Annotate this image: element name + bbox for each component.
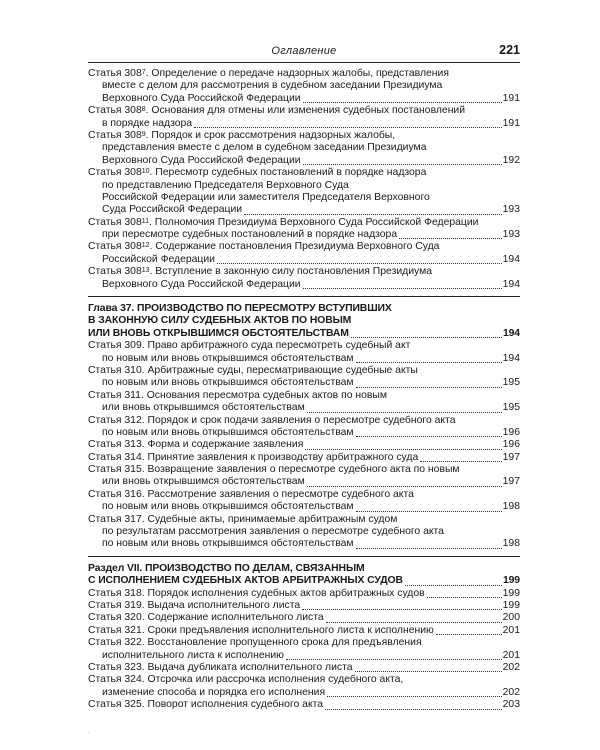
toc-line-text: Российской Федерации — [102, 253, 215, 265]
dot-leader — [305, 448, 501, 450]
toc-entry[interactable] — [88, 489, 520, 514]
toc-line — [88, 427, 520, 439]
toc-line — [88, 229, 520, 241]
toc-line — [88, 130, 520, 142]
toc-line-text: исполнительного листа к исполнению — [102, 649, 284, 661]
toc-line — [88, 612, 520, 624]
toc-line-text: изменение способа и порядка его исполнения — [102, 686, 326, 698]
toc-line — [88, 415, 520, 427]
toc-line-text: Статья 320. Содержание исполнительного листа — [88, 612, 324, 624]
superscript-number: 7 — [141, 68, 146, 76]
superscript-number: 9 — [141, 130, 146, 138]
toc-line — [88, 93, 520, 105]
toc-page-number: 200 — [502, 612, 520, 624]
toc-entry[interactable] — [88, 514, 520, 551]
toc-entry[interactable] — [88, 390, 520, 415]
dot-leader — [303, 287, 502, 289]
toc-entry[interactable] — [88, 365, 520, 390]
toc-entry[interactable] — [88, 439, 520, 451]
toc-entry[interactable] — [88, 415, 520, 440]
dot-leader — [307, 485, 502, 487]
dot-leader — [286, 658, 502, 660]
dot-leader — [427, 596, 502, 598]
toc-line — [88, 662, 520, 674]
toc-line-text: по новым или вновь открывшимся обстоятельствам — [102, 377, 354, 389]
toc-entry[interactable] — [88, 464, 520, 489]
toc-page-number: 193 — [502, 229, 520, 241]
toc-line — [88, 118, 520, 130]
toc-line — [88, 464, 520, 476]
toc-entry[interactable] — [88, 266, 520, 291]
toc-page-number: 199 — [502, 587, 520, 599]
toc-line-text: по новым или вновь открывшимся обстоятельствам — [102, 352, 354, 364]
toc-line — [88, 402, 520, 414]
toc-line — [88, 167, 520, 179]
toc-line — [88, 650, 520, 662]
toc-line-text: Статья 319. Выдача исполнительного листа — [88, 600, 301, 611]
dot-leader — [303, 163, 502, 165]
toc-page-number: 193 — [502, 204, 520, 216]
toc-line — [88, 452, 520, 464]
toc-line-text: Статья 322. Восстановление пропущенного срока для предъявления — [88, 637, 422, 649]
toc-page-number: 194 — [502, 278, 520, 290]
toc-line-text: Верховного Суда Российской Федерации — [102, 92, 301, 104]
superscript-number: 8 — [141, 106, 146, 114]
dot-leader — [302, 608, 502, 610]
toc-line-text: Статья 317. Судебные акты, принимаемые арбитражным судом — [88, 513, 398, 525]
dot-leader — [194, 126, 502, 128]
toc-line — [88, 439, 520, 451]
dot-leader — [351, 336, 502, 338]
toc-line-text: С ИСПОЛНЕНИЕМ СУДЕБНЫХ АКТОВ АРБИТРАЖНЫХ СУДОВ — [88, 575, 403, 587]
toc-entry[interactable] — [88, 637, 520, 662]
toc-line-text: Статья 312. Порядок и срок подачи заявления о пересмотре судебного акта — [88, 414, 456, 426]
section-divider — [88, 296, 520, 297]
dot-leader — [420, 460, 501, 462]
toc-line — [88, 588, 520, 600]
toc-line-text: или вновь открывшимся обстоятельствам — [102, 402, 305, 414]
toc-page-number: 195 — [502, 377, 520, 389]
toc-page-number: 198 — [502, 501, 520, 513]
toc-line-text: Статья $308^8$. Основания для отмены или изменения судебных постановлений — [88, 105, 466, 117]
toc-entry[interactable] — [88, 241, 520, 266]
toc-line-text: Статья 325. Поворот исполнения судебного акта — [88, 699, 324, 711]
toc-entry[interactable] — [88, 340, 520, 365]
toc-heading[interactable] — [88, 303, 520, 340]
page-number: 221 — [499, 43, 520, 57]
toc-line — [88, 254, 520, 266]
toc-line-text: Статья 313. Форма и содержание заявления — [88, 439, 304, 451]
toc-line — [88, 674, 520, 686]
toc-line — [88, 514, 520, 526]
toc-line — [88, 353, 520, 365]
toc-line — [88, 538, 520, 550]
toc-line-text: Статья 311. Основания пересмотра судебных актов по новым — [88, 389, 388, 401]
toc-heading[interactable] — [88, 563, 520, 588]
toc-line-text: Статья $308^7$. Определение о передаче надзорных жалобы, представления — [88, 67, 449, 79]
dot-leader — [325, 708, 502, 710]
toc-line-text: Статья $308^{13}$. Вступление в законную силу постановления Президиума — [88, 266, 433, 278]
superscript-number: 12 — [141, 242, 150, 250]
toc-line-text: Статья 309. Право арбитражного суда пересмотреть судебный акт — [88, 340, 411, 352]
toc-line-text: Верховного Суда Российской Федерации — [102, 154, 301, 166]
toc-line-text: представления вместе с делом в судебном заседании Президиума — [102, 142, 427, 154]
toc-line — [88, 266, 520, 278]
toc-entry[interactable] — [88, 452, 520, 464]
superscript-number: 10 — [141, 168, 150, 176]
toc-line-text: в порядке надзора — [102, 117, 193, 129]
toc-entry[interactable] — [88, 600, 520, 612]
toc-line — [88, 315, 520, 327]
toc-line — [88, 105, 520, 117]
toc-page-number: 197 — [502, 476, 520, 488]
running-header — [88, 44, 520, 63]
toc-entry[interactable] — [88, 625, 520, 637]
toc-entry[interactable] — [88, 612, 520, 624]
toc-line — [88, 68, 520, 80]
toc-page-number: 202 — [502, 686, 520, 698]
toc-line — [88, 526, 520, 538]
toc-line-text: по представлению Председателя Верховного Суда — [102, 179, 349, 191]
dot-leader — [356, 361, 502, 363]
toc-line-text: Глава 37. ПРОИЗВОДСТВО ПО ПЕРЕСМОТРУ ВСТУПИВШИХ — [88, 303, 392, 315]
toc-page-number: 192 — [502, 154, 520, 166]
dot-leader — [436, 633, 502, 635]
dot-leader — [356, 547, 502, 549]
toc-entry[interactable] — [88, 674, 520, 699]
toc-page-number: 199 — [502, 575, 520, 587]
toc-page-number: 197 — [502, 451, 520, 463]
toc-line — [88, 637, 520, 649]
toc-line — [88, 365, 520, 377]
toc-page-number: 194 — [502, 352, 520, 364]
toc-line — [88, 625, 520, 637]
toc-line-text: по результатам рассмотрения заявления о пересмотре судебного акта — [102, 526, 444, 538]
toc-line — [88, 328, 520, 340]
dot-leader — [356, 386, 502, 388]
toc-page-number: 203 — [502, 699, 520, 711]
dot-leader — [217, 262, 502, 264]
toc-line — [88, 377, 520, 389]
toc-page-number: 191 — [502, 92, 520, 104]
toc-entry[interactable] — [88, 130, 520, 167]
table-of-contents — [88, 68, 520, 712]
toc-line — [88, 204, 520, 216]
toc-line — [88, 241, 520, 253]
toc-line — [88, 477, 520, 489]
toc-line — [88, 192, 520, 204]
toc-page-number: 196 — [502, 426, 520, 438]
toc-line — [88, 303, 520, 315]
toc-line — [88, 699, 520, 711]
toc-entry[interactable] — [88, 68, 520, 105]
dot-leader — [356, 510, 502, 512]
toc-line — [88, 279, 520, 291]
dot-leader — [303, 101, 502, 103]
toc-line — [88, 501, 520, 513]
toc-line-text: Статья $308^9$. Порядок и срок рассмотрения надзорных жалобы, — [88, 129, 396, 141]
toc-line-text: по новым или вновь открывшимся обстоятельствам — [102, 538, 354, 550]
toc-line — [88, 80, 520, 92]
toc-line — [88, 575, 520, 587]
dot-leader — [327, 695, 502, 697]
toc-page-number: 201 — [502, 624, 520, 636]
toc-entry[interactable] — [88, 662, 520, 674]
toc-entry[interactable] — [88, 699, 520, 711]
toc-line-text: ИЛИ ВНОВЬ ОТКРЫВШИМСЯ ОБСТОЯТЕЛЬСТВАМ — [88, 327, 349, 339]
toc-line-text: Статья $308^{11}$. Полномочия Президиума Верховного Суда Российской Федерации — [88, 216, 479, 228]
toc-page-number: 201 — [502, 649, 520, 661]
toc-page-number: 198 — [502, 538, 520, 550]
toc-line-text: Статья 315. Возвращение заявления о пересмотре судебного акта по новым — [88, 464, 460, 476]
dot-leader — [307, 411, 502, 413]
toc-line-text: В ЗАКОННУЮ СИЛУ СУДЕБНЫХ АКТОВ ПО НОВЫМ — [88, 315, 352, 327]
toc-entry[interactable] — [88, 588, 520, 600]
toc-line-text: Российской Федерации или заместителя Председателя Верховного — [102, 191, 430, 203]
toc-page-number: 196 — [502, 439, 520, 451]
toc-line — [88, 217, 520, 229]
toc-line-text: Статья 323. Выдача дубликата исполнительного листа — [88, 661, 353, 673]
toc-line-text: Статья 318. Порядок исполнения судебных актов арбитражных судов — [88, 587, 425, 599]
toc-line-text: по новым или вновь открывшимся обстоятельствам — [102, 501, 354, 513]
toc-line — [88, 489, 520, 501]
toc-line-text: Статья 316. Рассмотрение заявления о пересмотре судебного акта — [88, 488, 414, 500]
toc-line — [88, 180, 520, 192]
toc-line-text: Статья $308^{10}$. Пересмотр судебных постановлений в порядке надзора — [88, 167, 427, 179]
toc-line-text: Верховного Суда Российской Федерации — [102, 278, 301, 290]
running-title: Оглавление — [271, 45, 337, 57]
toc-line-text: вместе с делом для рассмотрения в судебном заседании Президиума — [102, 80, 443, 92]
dot-leader — [356, 435, 502, 437]
toc-entry[interactable] — [88, 105, 520, 130]
toc-line-text: Статья 324. Отсрочка или рассрочка исполнения судебного акта, — [88, 674, 404, 686]
toc-page-number: 202 — [502, 661, 520, 673]
toc-line — [88, 563, 520, 575]
toc-line-text: Суда Российской Федерации — [102, 204, 243, 216]
toc-page-number: 191 — [502, 117, 520, 129]
toc-page-number: 194 — [502, 253, 520, 265]
dot-leader — [355, 670, 502, 672]
toc-line-text: Статья 310. Арбитражные суды, пересматривающие судебные акты — [88, 364, 418, 376]
toc-line-text: или вновь открывшимся обстоятельствам — [102, 476, 305, 488]
toc-line — [88, 155, 520, 167]
dot-leader — [326, 621, 502, 623]
superscript-number: 13 — [141, 267, 150, 275]
toc-line-text: по новым или вновь открывшимся обстоятельствам — [102, 426, 354, 438]
toc-line — [88, 600, 520, 612]
toc-page-number: 199 — [502, 600, 520, 611]
toc-line — [88, 340, 520, 352]
section-divider — [88, 556, 520, 557]
toc-entry[interactable] — [88, 217, 520, 242]
dot-leader — [399, 237, 502, 239]
toc-entry[interactable] — [88, 167, 520, 217]
scan-speck: . — [88, 728, 90, 735]
toc-line — [88, 390, 520, 402]
toc-page-number: 195 — [502, 402, 520, 414]
dot-leader — [405, 584, 502, 586]
dot-leader — [244, 213, 502, 215]
toc-line-text: Раздел VII. ПРОИЗВОДСТВО ПО ДЕЛАМ, СВЯЗАННЫМ — [88, 562, 365, 574]
toc-line-text: Статья 321. Сроки предъявления исполнительного листа к исполнению — [88, 624, 434, 636]
toc-line-text: при пересмотре судебных постановлений в порядке надзора — [102, 229, 398, 241]
toc-line-text: Статья $308^{12}$. Содержание постановления Президиума Верховного Суда — [88, 241, 440, 253]
toc-line — [88, 142, 520, 154]
superscript-number: 11 — [141, 217, 149, 225]
toc-page-number: 194 — [502, 327, 520, 339]
toc-line-text: Статья 314. Принятие заявления к производству арбитражного суда — [88, 451, 419, 463]
toc-line — [88, 687, 520, 699]
